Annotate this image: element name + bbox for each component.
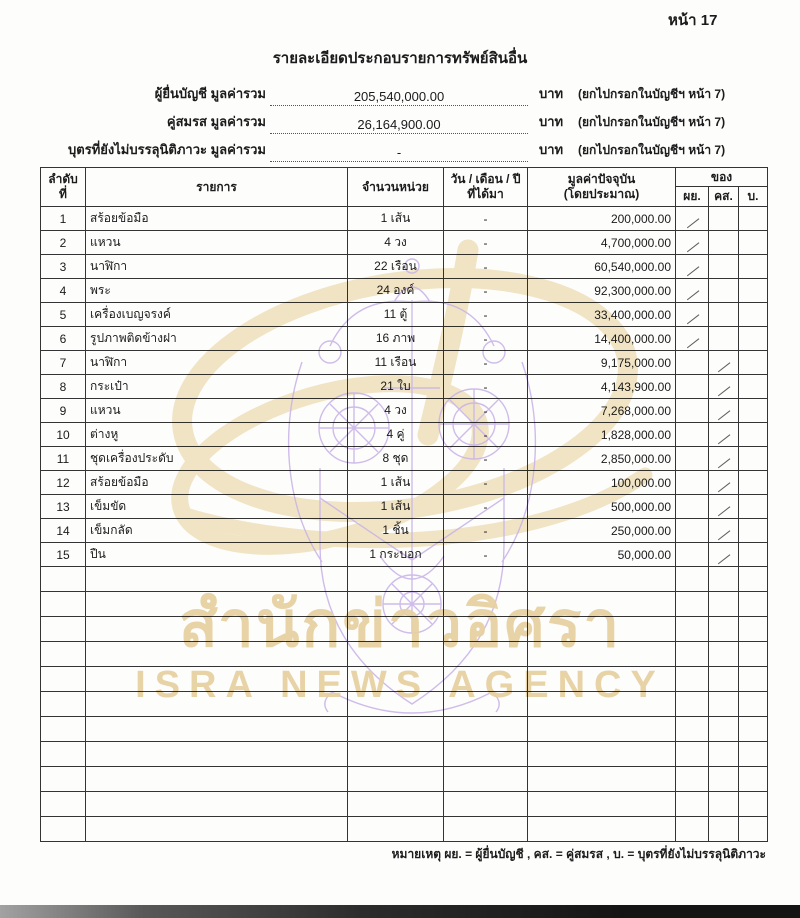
current-value: 1,828,000.00 <box>528 423 676 447</box>
owner-mark-cell-applicant <box>676 667 709 692</box>
owner-mark-cell-child <box>739 447 768 471</box>
date-acquired: - <box>444 543 528 567</box>
empty-table-row <box>41 567 768 592</box>
item-name <box>86 817 348 842</box>
owner-mark-cell-child <box>739 279 768 303</box>
date-acquired: - <box>444 399 528 423</box>
empty-table-row <box>41 767 768 792</box>
empty-table-row <box>41 667 768 692</box>
date-acquired: - <box>444 351 528 375</box>
owner-mark-cell-applicant <box>676 375 709 399</box>
owner-mark-cell-spouse <box>709 642 739 667</box>
quantity: 4 คู่ <box>348 423 444 447</box>
owner-mark-cell-spouse <box>709 617 739 642</box>
owner-mark-cell-child <box>739 255 768 279</box>
empty-table-row <box>41 717 768 742</box>
owner-mark-cell-applicant <box>676 327 709 351</box>
owner-mark-cell-spouse <box>709 742 739 767</box>
col-header-date <box>444 168 528 207</box>
item-name <box>86 717 348 742</box>
owner-mark-cell-applicant <box>676 231 709 255</box>
date-acquired <box>444 592 528 617</box>
table-row <box>41 543 768 567</box>
row-number <box>41 667 86 692</box>
item-name <box>86 792 348 817</box>
row-number <box>41 817 86 842</box>
date-acquired <box>444 742 528 767</box>
row-number <box>41 717 86 742</box>
row-number: 13 <box>41 495 86 519</box>
carry-forward-note: (ยกไปกรอกในบัญชีฯ หน้า 7) <box>578 143 726 157</box>
col-header-date-line2: ที่ได้มา <box>467 187 504 201</box>
quantity: 4 วง <box>348 231 444 255</box>
check-slash <box>718 434 730 444</box>
row-number: 1 <box>41 207 86 231</box>
check-slash <box>718 530 730 540</box>
current-value: 100,000.00 <box>528 471 676 495</box>
quantity: 1 ชิ้น <box>348 519 444 543</box>
current-value: 4,700,000.00 <box>528 231 676 255</box>
item-name: ต่างหู <box>86 423 348 447</box>
current-value <box>528 592 676 617</box>
check-slash <box>718 386 730 396</box>
item-name: พระ <box>86 279 348 303</box>
quantity <box>348 742 444 767</box>
row-number: 5 <box>41 303 86 327</box>
owner-mark-cell-spouse <box>709 817 739 842</box>
col-header-quantity: จำนวนหน่วย <box>348 168 444 207</box>
row-number: 2 <box>41 231 86 255</box>
row-number: 6 <box>41 327 86 351</box>
col-header-owner-spouse: คส. <box>709 187 739 207</box>
table-row <box>41 399 768 423</box>
owner-mark-cell-child <box>739 519 768 543</box>
owner-mark-cell-child <box>739 567 768 592</box>
owner-mark-cell-child <box>739 667 768 692</box>
current-value <box>528 642 676 667</box>
row-number <box>41 642 86 667</box>
current-value: 92,300,000.00 <box>528 279 676 303</box>
quantity: 8 ชุด <box>348 447 444 471</box>
row-number: 9 <box>41 399 86 423</box>
empty-table-row <box>41 617 768 642</box>
date-acquired: - <box>444 519 528 543</box>
owner-mark-cell-spouse <box>709 767 739 792</box>
quantity <box>348 617 444 642</box>
owner-mark-cell-applicant <box>676 717 709 742</box>
row-number <box>41 592 86 617</box>
current-value <box>528 792 676 817</box>
owner-mark-cell-child <box>739 543 768 567</box>
current-value <box>528 817 676 842</box>
empty-table-row <box>41 792 768 817</box>
table-row <box>41 471 768 495</box>
date-acquired: - <box>444 279 528 303</box>
carry-forward-note: (ยกไปกรอกในบัญชีฯ หน้า 7) <box>578 87 726 101</box>
date-acquired: - <box>444 495 528 519</box>
spouse-total-label: คู่สมรส มูลค่ารวม <box>166 114 266 129</box>
date-acquired: - <box>444 303 528 327</box>
owner-mark-cell-applicant <box>676 207 709 231</box>
child-total-value: - <box>270 144 528 162</box>
quantity <box>348 792 444 817</box>
empty-table-row <box>41 592 768 617</box>
spouse-total-value: 26,164,900.00 <box>270 116 528 134</box>
date-acquired <box>444 642 528 667</box>
asset-table-body <box>41 207 768 842</box>
quantity: 1 เส้น <box>348 471 444 495</box>
table-row <box>41 519 768 543</box>
owner-mark-cell-applicant <box>676 495 709 519</box>
item-name <box>86 567 348 592</box>
check-slash <box>686 290 698 300</box>
col-header-owner-child: บ. <box>739 187 768 207</box>
owner-mark-cell-applicant <box>676 692 709 717</box>
current-value: 4,143,900.00 <box>528 375 676 399</box>
owner-mark-cell-spouse <box>709 231 739 255</box>
table-row <box>41 423 768 447</box>
col-header-no-line1: ลำดับ <box>48 172 78 186</box>
watermark-thai-text: สำนักข่าวอิศรา <box>178 588 622 660</box>
item-name: นาฬิกา <box>86 255 348 279</box>
date-acquired: - <box>444 327 528 351</box>
col-header-owner-group: ของ <box>676 168 768 187</box>
col-header-date-line1: วัน / เดือน / ปี <box>450 172 521 186</box>
owner-mark-cell-child <box>739 742 768 767</box>
current-value <box>528 692 676 717</box>
owner-mark-cell-applicant <box>676 303 709 327</box>
owner-mark-cell-child <box>739 767 768 792</box>
item-name <box>86 592 348 617</box>
summary-section <box>28 78 772 162</box>
owner-mark-cell-child <box>739 817 768 842</box>
owner-mark-cell-applicant <box>676 519 709 543</box>
item-name: นาฬิกา <box>86 351 348 375</box>
item-name: สร้อยข้อมือ <box>86 207 348 231</box>
date-acquired: - <box>444 231 528 255</box>
current-value: 2,850,000.00 <box>528 447 676 471</box>
current-value: 9,175,000.00 <box>528 351 676 375</box>
col-header-value <box>528 168 676 207</box>
child-total-label: บุตรที่ยังไม่บรรลุนิติภาวะ มูลค่ารวม <box>68 142 266 157</box>
row-number <box>41 767 86 792</box>
current-value: 33,400,000.00 <box>528 303 676 327</box>
date-acquired: - <box>444 447 528 471</box>
owner-mark-cell-spouse <box>709 495 739 519</box>
owner-mark-cell-spouse <box>709 717 739 742</box>
item-name <box>86 617 348 642</box>
owner-mark-cell-child <box>739 471 768 495</box>
baht-label: บาท <box>538 114 564 129</box>
owner-mark-cell-applicant <box>676 255 709 279</box>
baht-label: บาท <box>538 86 564 101</box>
owner-mark-cell-spouse <box>709 519 739 543</box>
table-row <box>41 447 768 471</box>
asset-table <box>40 167 768 842</box>
check-slash <box>718 506 730 516</box>
quantity <box>348 717 444 742</box>
table-row <box>41 207 768 231</box>
col-header-item: รายการ <box>86 168 348 207</box>
owner-mark-cell-applicant <box>676 792 709 817</box>
table-row <box>41 303 768 327</box>
row-number: 14 <box>41 519 86 543</box>
table-row <box>41 255 768 279</box>
item-name <box>86 742 348 767</box>
current-value: 60,540,000.00 <box>528 255 676 279</box>
current-value: 7,268,000.00 <box>528 399 676 423</box>
table-row <box>41 279 768 303</box>
current-value <box>528 717 676 742</box>
item-name <box>86 692 348 717</box>
quantity <box>348 592 444 617</box>
owner-mark-cell-child <box>739 717 768 742</box>
owner-mark-cell-applicant <box>676 447 709 471</box>
check-slash <box>686 242 698 252</box>
item-name: กระเป๋า <box>86 375 348 399</box>
summary-line-spouse <box>28 106 772 134</box>
row-number <box>41 742 86 767</box>
owner-mark-cell-spouse <box>709 471 739 495</box>
owner-mark-cell-spouse <box>709 255 739 279</box>
owner-mark-cell-spouse <box>709 792 739 817</box>
quantity <box>348 692 444 717</box>
table-row <box>41 375 768 399</box>
date-acquired: - <box>444 375 528 399</box>
row-number: 8 <box>41 375 86 399</box>
item-name: แหวน <box>86 231 348 255</box>
owner-mark-cell-applicant <box>676 279 709 303</box>
date-acquired: - <box>444 471 528 495</box>
empty-table-row <box>41 742 768 767</box>
page-number: หน้า 17 <box>668 12 718 29</box>
summary-line-declarant <box>28 78 772 106</box>
item-name: สร้อยข้อมือ <box>86 471 348 495</box>
owner-mark-cell-child <box>739 792 768 817</box>
col-header-no <box>41 168 86 207</box>
item-name: เครื่องเบญจรงค์ <box>86 303 348 327</box>
owner-mark-cell-applicant <box>676 351 709 375</box>
empty-table-row <box>41 692 768 717</box>
date-acquired <box>444 767 528 792</box>
owner-mark-cell-applicant <box>676 617 709 642</box>
table-row <box>41 495 768 519</box>
table-row <box>41 351 768 375</box>
item-name <box>86 642 348 667</box>
check-slash <box>718 482 730 492</box>
check-slash <box>686 218 698 228</box>
date-acquired <box>444 667 528 692</box>
current-value: 500,000.00 <box>528 495 676 519</box>
item-name: ปืน <box>86 543 348 567</box>
owner-mark-cell-child <box>739 207 768 231</box>
owner-mark-cell-child <box>739 592 768 617</box>
owner-mark-cell-applicant <box>676 742 709 767</box>
check-slash <box>718 410 730 420</box>
date-acquired <box>444 792 528 817</box>
quantity: 22 เรือน <box>348 255 444 279</box>
check-slash <box>718 458 730 468</box>
current-value: 50,000.00 <box>528 543 676 567</box>
item-name: เข็มขัด <box>86 495 348 519</box>
owner-mark-cell-child <box>739 692 768 717</box>
row-number <box>41 692 86 717</box>
quantity: 1 เส้น <box>348 207 444 231</box>
col-header-no-line2: ที่ <box>59 187 67 201</box>
owner-mark-cell-applicant <box>676 543 709 567</box>
owner-mark-cell-child <box>739 303 768 327</box>
quantity: 1 เส้น <box>348 495 444 519</box>
current-value <box>528 667 676 692</box>
col-header-value-line2: (โดยประมาณ) <box>563 187 640 201</box>
owner-mark-cell-applicant <box>676 423 709 447</box>
owner-mark-cell-spouse <box>709 207 739 231</box>
owner-mark-cell-spouse <box>709 667 739 692</box>
date-acquired: - <box>444 255 528 279</box>
current-value <box>528 617 676 642</box>
owner-mark-cell-spouse <box>709 692 739 717</box>
quantity: 11 ตู้ <box>348 303 444 327</box>
date-acquired <box>444 567 528 592</box>
current-value <box>528 767 676 792</box>
check-slash <box>718 554 730 564</box>
row-number: 3 <box>41 255 86 279</box>
check-slash <box>686 314 698 324</box>
row-number: 7 <box>41 351 86 375</box>
owner-mark-cell-spouse <box>709 375 739 399</box>
owner-mark-cell-applicant <box>676 399 709 423</box>
row-number <box>41 567 86 592</box>
owner-mark-cell-child <box>739 327 768 351</box>
empty-table-row <box>41 642 768 667</box>
current-value <box>528 742 676 767</box>
item-name: เข็มกลัด <box>86 519 348 543</box>
row-number: 10 <box>41 423 86 447</box>
col-header-owner-applicant: ผย. <box>676 187 709 207</box>
item-name: ชุดเครื่องประดับ <box>86 447 348 471</box>
col-header-value-line1: มูลค่าปัจจุบัน <box>567 172 636 186</box>
row-number <box>41 617 86 642</box>
quantity <box>348 642 444 667</box>
owner-mark-cell-applicant <box>676 767 709 792</box>
owner-mark-cell-spouse <box>709 592 739 617</box>
date-acquired: - <box>444 423 528 447</box>
table-row <box>41 231 768 255</box>
date-acquired <box>444 692 528 717</box>
table-row <box>41 327 768 351</box>
carry-forward-note: (ยกไปกรอกในบัญชีฯ หน้า 7) <box>578 115 726 129</box>
owner-mark-cell-child <box>739 642 768 667</box>
owner-mark-cell-spouse <box>709 447 739 471</box>
owner-mark-cell-applicant <box>676 567 709 592</box>
owner-mark-cell-child <box>739 399 768 423</box>
owner-mark-cell-child <box>739 375 768 399</box>
owner-mark-cell-spouse <box>709 351 739 375</box>
quantity: 21 ใบ <box>348 375 444 399</box>
quantity: 24 องค์ <box>348 279 444 303</box>
quantity: 4 วง <box>348 399 444 423</box>
owner-mark-cell-spouse <box>709 543 739 567</box>
current-value: 250,000.00 <box>528 519 676 543</box>
owner-mark-cell-applicant <box>676 471 709 495</box>
date-acquired <box>444 817 528 842</box>
quantity <box>348 817 444 842</box>
date-acquired <box>444 617 528 642</box>
owner-mark-cell-child <box>739 423 768 447</box>
current-value <box>528 567 676 592</box>
row-number: 11 <box>41 447 86 471</box>
scan-edge-artifact <box>0 905 800 918</box>
empty-table-row <box>41 817 768 842</box>
owner-mark-cell-child <box>739 351 768 375</box>
watermark-latin-text: ISRA NEWS AGENCY <box>135 664 665 706</box>
item-name: แหวน <box>86 399 348 423</box>
date-acquired: - <box>444 207 528 231</box>
row-number: 4 <box>41 279 86 303</box>
owner-mark-cell-spouse <box>709 399 739 423</box>
owner-mark-cell-spouse <box>709 423 739 447</box>
owner-mark-cell-spouse <box>709 279 739 303</box>
owner-mark-cell-applicant <box>676 642 709 667</box>
date-acquired <box>444 717 528 742</box>
summary-line-child <box>28 134 772 162</box>
declarant-total-value: 205,540,000.00 <box>270 88 528 106</box>
owner-mark-cell-applicant <box>676 817 709 842</box>
owner-mark-cell-spouse <box>709 567 739 592</box>
baht-label: บาท <box>538 142 564 157</box>
document-title: รายละเอียดประกอบรายการทรัพย์สินอื่น <box>272 50 528 67</box>
quantity <box>348 667 444 692</box>
owner-mark-cell-applicant <box>676 592 709 617</box>
quantity <box>348 767 444 792</box>
quantity: 11 เรือน <box>348 351 444 375</box>
owner-mark-cell-spouse <box>709 303 739 327</box>
quantity: 16 ภาพ <box>348 327 444 351</box>
row-number: 15 <box>41 543 86 567</box>
owner-mark-cell-spouse <box>709 327 739 351</box>
owner-mark-cell-child <box>739 617 768 642</box>
owner-mark-cell-child <box>739 231 768 255</box>
declarant-total-label: ผู้ยื่นบัญชี มูลค่ารวม <box>154 86 266 101</box>
footnote: หมายเหตุ ผย. = ผู้ยื่นบัญชี , คส. = คู่สมรส , บ. = บุตรที่ยังไม่บรรลุนิติภาวะ <box>391 847 766 861</box>
check-slash <box>686 338 698 348</box>
current-value: 14,400,000.00 <box>528 327 676 351</box>
row-number: 12 <box>41 471 86 495</box>
item-name: รูปภาพติดข้างฝา <box>86 327 348 351</box>
quantity: 1 กระบอก <box>348 543 444 567</box>
quantity <box>348 567 444 592</box>
current-value: 200,000.00 <box>528 207 676 231</box>
owner-mark-cell-child <box>739 495 768 519</box>
check-slash <box>718 362 730 372</box>
check-slash <box>686 266 698 276</box>
item-name <box>86 767 348 792</box>
item-name <box>86 667 348 692</box>
row-number <box>41 792 86 817</box>
